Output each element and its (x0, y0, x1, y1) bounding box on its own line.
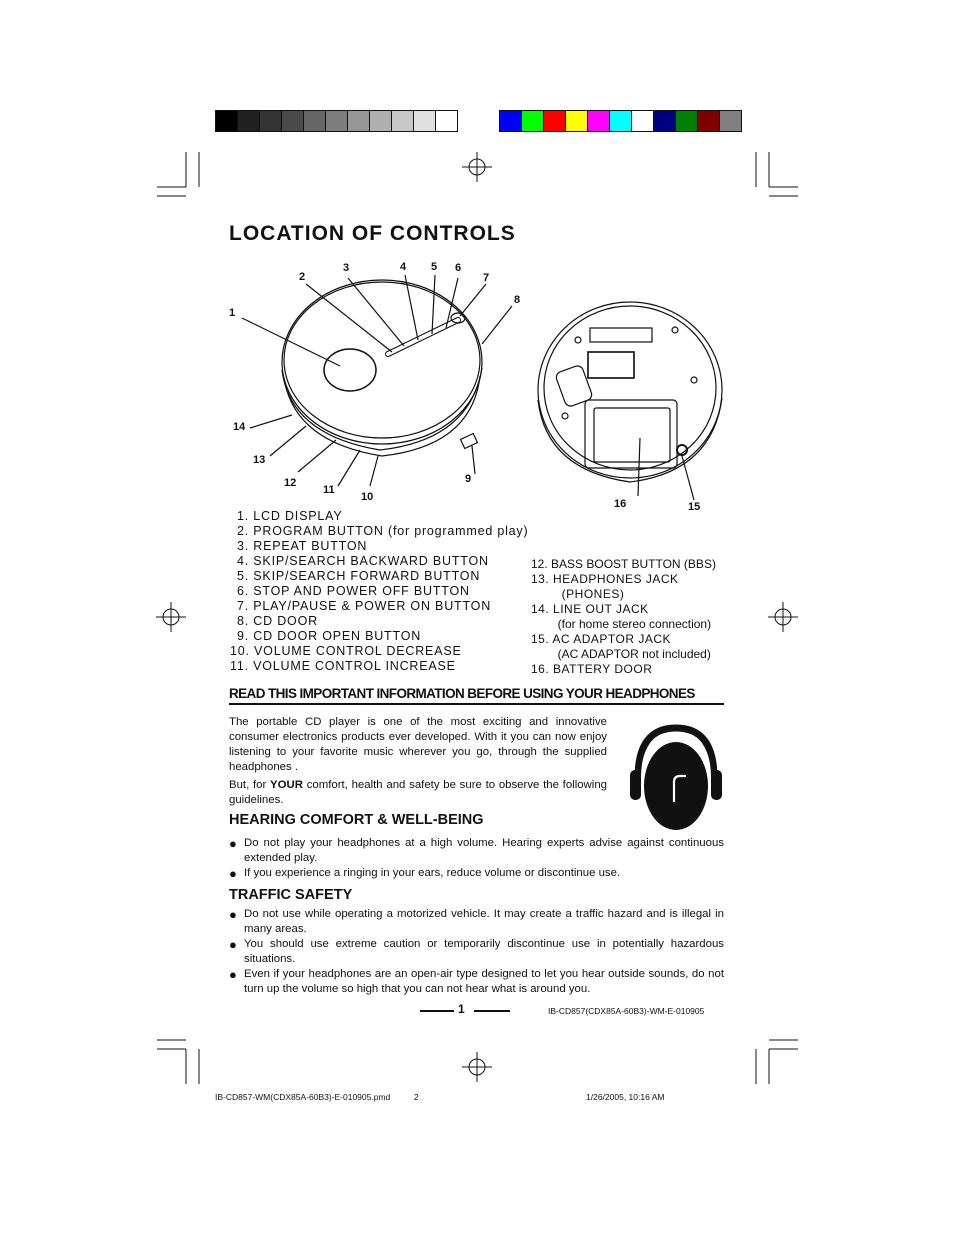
headphones-head-illustration (628, 720, 726, 834)
figure-label-7: 7 (483, 272, 490, 284)
traffic-bullet-list (229, 907, 724, 997)
list-item (229, 937, 724, 967)
control-item: 12. BASS BOOST BUTTON (BBS) (531, 557, 716, 571)
control-item: 13. HEADPHONES JACK (531, 572, 679, 586)
print-footer-file: IB-CD857-WM(CDX85A-60B3)-E-010905.pmd 2 (215, 1092, 419, 1102)
figure-label-4: 4 (400, 261, 407, 273)
list-item (229, 866, 724, 881)
text-run: But, for (229, 779, 271, 791)
document-code: IB-CD857(CDX85A-60B3)-WM-E-010905 (548, 1006, 705, 1016)
figure-label-14: 14 (233, 421, 246, 433)
page-number: 1 (458, 1002, 465, 1016)
page-number-rule-right (474, 1010, 510, 1012)
bullet-icon: ● (229, 836, 237, 851)
control-item: 9. CD DOOR OPEN BUTTON (237, 629, 422, 643)
control-item: 1. LCD DISPLAY (237, 509, 343, 523)
figure-label-9: 9 (465, 473, 472, 485)
list-item-text: If you experience a ringing in your ears, reduce volume or discontinue use. (244, 867, 621, 879)
cd-player-diagram (220, 260, 740, 520)
figure-label-6: 6 (455, 262, 462, 274)
control-item: (PHONES) (531, 587, 625, 601)
control-item: 11. VOLUME CONTROL INCREASE (230, 659, 456, 673)
figure-label-13: 13 (253, 454, 266, 466)
page-number-rule-left (420, 1010, 454, 1012)
figure-label-11: 11 (323, 484, 335, 496)
control-item: (for home stereo connection) (531, 617, 712, 631)
controls-list-left (230, 509, 528, 674)
list-item (229, 907, 724, 937)
control-item: 6. STOP AND POWER OFF BUTTON (237, 584, 470, 598)
figure-label-3: 3 (343, 262, 350, 274)
control-item: 3. REPEAT BUTTON (237, 539, 368, 553)
control-item: 5. SKIP/SEARCH FORWARD BUTTON (237, 569, 481, 583)
figure-label-5: 5 (431, 261, 438, 273)
figure-label-16: 16 (614, 498, 627, 510)
list-item-text: Do not use while operating a motorized vehicle. It may create a traffic hazard and is illegal in many areas. (244, 908, 724, 935)
control-item: 4. SKIP/SEARCH BACKWARD BUTTON (237, 554, 489, 568)
bullet-icon: ● (229, 967, 237, 982)
figure-label-15: 15 (688, 501, 701, 513)
figure-label-1: 1 (229, 307, 236, 319)
page-title: LOCATION OF CONTROLS (229, 222, 516, 245)
list-item-text: Do not play your headphones at a high volume. Hearing experts advise against continuous extended play. (244, 837, 724, 864)
hearing-section-title: HEARING COMFORT & WELL-BEING (229, 812, 484, 828)
emphasis-your: YOUR (270, 779, 303, 791)
control-item: (AC ADAPTOR not included) (531, 647, 711, 661)
list-item-text: You should use extreme caution or temporarily discontinue use in potentially hazardous situations. (244, 938, 724, 965)
list-item (229, 836, 724, 866)
control-item: 7. PLAY/PAUSE & POWER ON BUTTON (237, 599, 492, 613)
list-item (229, 967, 724, 997)
bullet-icon: ● (229, 866, 237, 881)
figure-label-2: 2 (299, 271, 306, 283)
control-item: 10. VOLUME CONTROL DECREASE (230, 644, 462, 658)
control-item: 16. BATTERY DOOR (531, 662, 653, 676)
figure-label-8: 8 (514, 294, 521, 306)
text-run: comfort, health and safety be sure to observe the following guidelines. (229, 779, 607, 806)
intro-paragraph: The portable CD player is one of the most exciting and innovative consumer electronics products ever developed. With it you can now enjoy listening to your favorite music wherever you go, through the supplied headphones . (229, 716, 607, 773)
control-item: 8. CD DOOR (237, 614, 318, 628)
list-item-text: Even if your headphones are an open-air type designed to let you hear outside sounds, do not turn up the volume so high that you can not hear what is around you. (244, 968, 724, 995)
figure-label-10: 10 (361, 491, 374, 503)
traffic-section-title: TRAFFIC SAFETY (229, 887, 353, 903)
bullet-icon: ● (229, 907, 237, 922)
bullet-icon: ● (229, 937, 237, 952)
controls-list-right (531, 557, 716, 677)
control-item: 2. PROGRAM BUTTON (for programmed play) (237, 524, 529, 538)
figure-label-12: 12 (284, 477, 297, 489)
intro-paragraph-2 (229, 778, 607, 808)
control-item: 14. LINE OUT JACK (531, 602, 649, 616)
control-item: 15. AC ADAPTOR JACK (531, 632, 671, 646)
section-header: READ THIS IMPORTANT INFORMATION BEFORE USING YOUR HEADPHONES (229, 686, 724, 705)
hearing-bullet-list (229, 836, 724, 881)
print-footer-date: 1/26/2005, 10:16 AM (586, 1092, 665, 1102)
